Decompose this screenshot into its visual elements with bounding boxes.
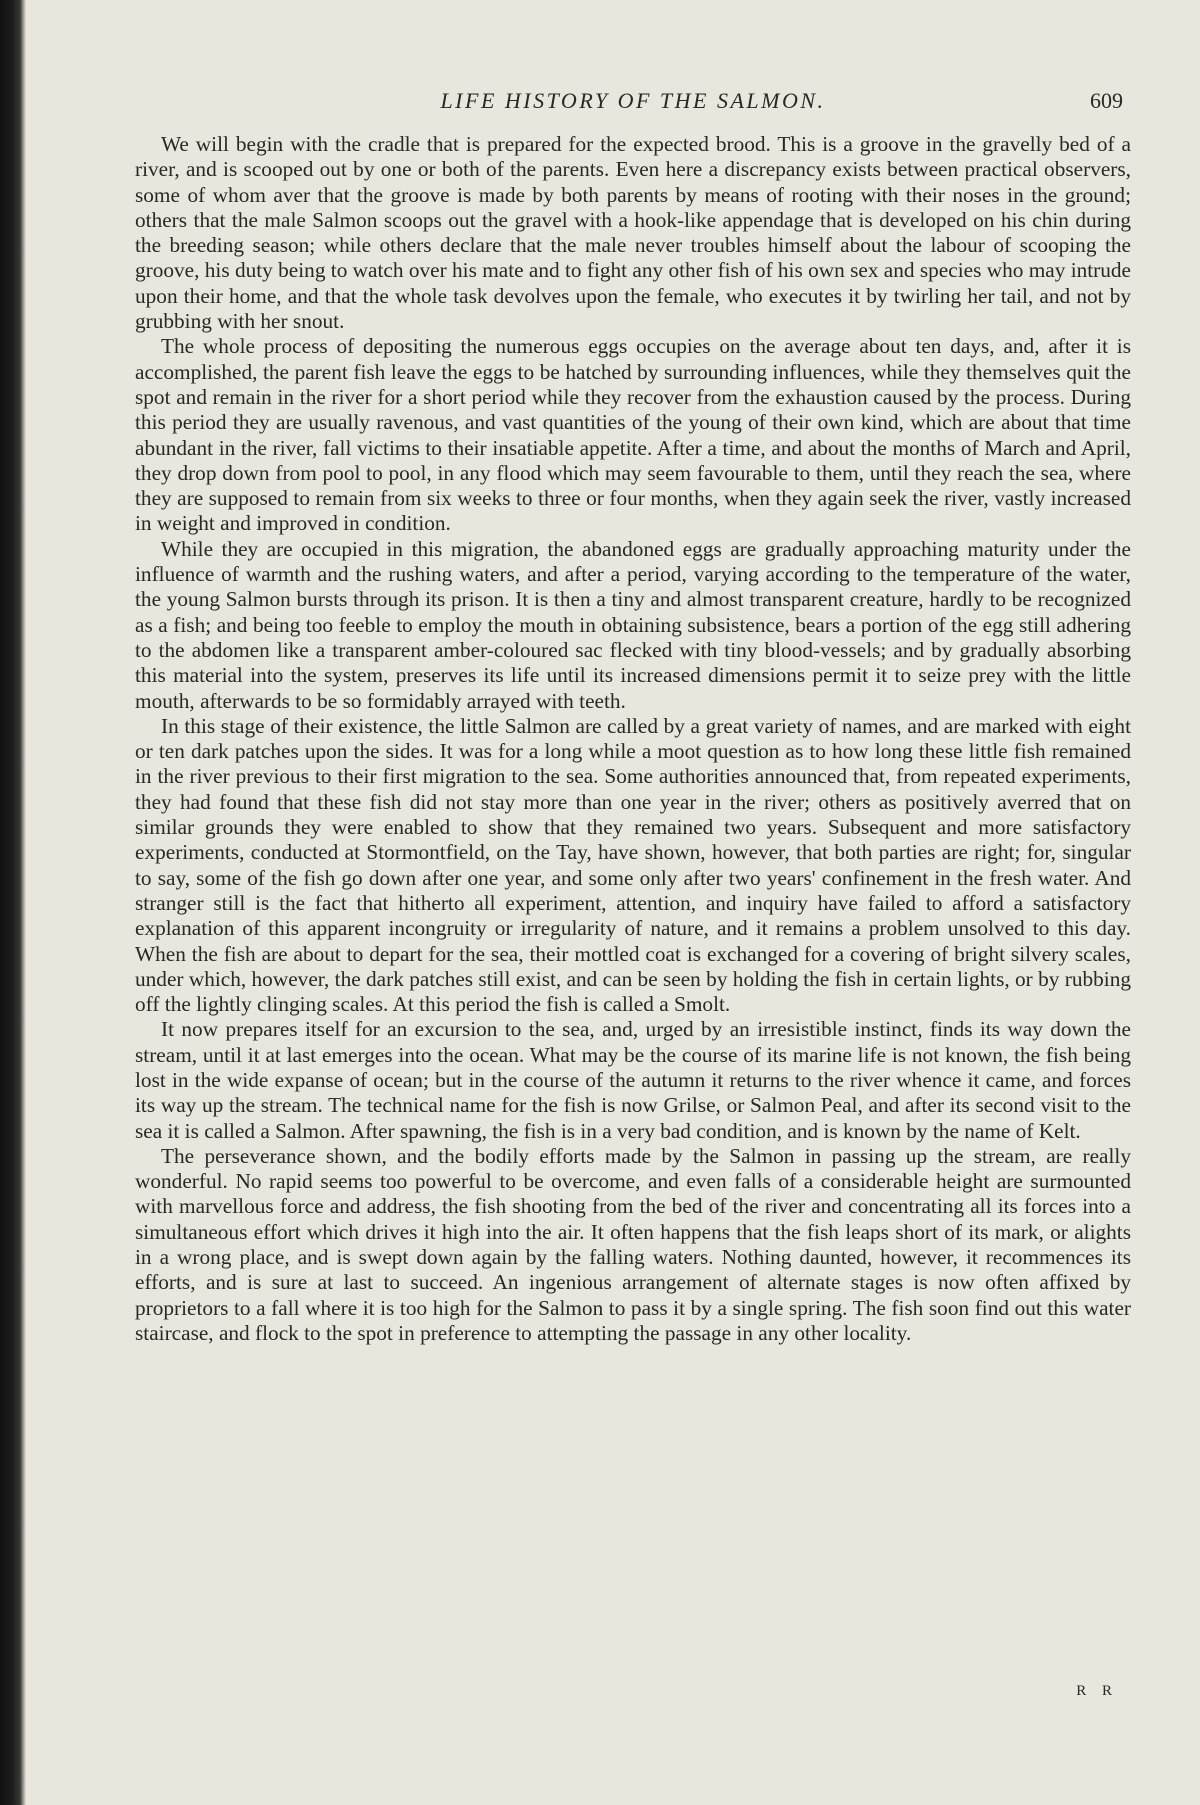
paragraph-smolt-stage: In this stage of their existence, the little Salmon are called by a great variety of names, and are marked with eight or ten dark patches upon the sides. It was for a long while a moot question as to how long these little fish remained in the river previous to their first migration to the sea. Some authorities announced that, from repeated experiments, they had found that these fish did not stay more than one year in the river; others as positively averred that on similar grounds they were enabled to show that they remained two years. Subsequent and more satisfactory experiments, conducted at Stormontfield, on the Tay, have shown, however, that both parties are right; for, singular to say, some of the fish go down after one year, and some only after two years' confinement in the fresh water. And stranger still is the fact that hitherto all experiment, attention, and inquiry have failed to afford a satisfactory explanation of this apparent incongruity or irregularity of nature, and it remains a problem unsolved to this day. When the fish are about to depart for the sea, their mottled coat is exchanged for a covering of bright silvery scales, under which, however, the dark patches still exist, and can be seen by holding the fish in certain lights, or by rubbing off the lightly clinging scales. At this period the fish is called a Smolt. xyxy=(135,713,1131,1017)
running-head: LIFE HISTORY OF THE SALMON. xyxy=(440,88,826,113)
paragraph-young-salmon: While they are occupied in this migration, the abandoned eggs are gradually approaching maturity under the influence of warmth and the rushing waters, and after a period, varying according to the temperature of the water, the young Salmon bursts through its prison. It is then a tiny and almost transparent creature, hardly to be recognized as a fish; and being too feeble to employ the mouth in obtaining subsistence, bears a portion of the egg still adhering to the abdomen like a transparent amber-coloured sac flecked with tiny blood-vessels; and by gradually absorbing this material into the system, preserves its life until its increased dimensions permit it to seize prey with the little mouth, afterwards to be so formidably arrayed with teeth. xyxy=(135,536,1131,713)
paragraph-leaping-falls: The perseverance shown, and the bodily efforts made by the Salmon in passing up the stream, are really wonderful. No rapid seems too powerful to be overcome, and even falls of a considerable height are surmounted with marvellous force and address, the fish shooting from the bed of the river and concentrating all its forces into a simultaneous effort which drives it high into the air. It often happens that the fish leaps short of its mark, or alights in a wrong place, and is swept down again by the falling waters. Nothing daunted, however, it recommences its efforts, and is sure at last to succeed. An ingenious arrangement of alternate stages is now often affixed by proprietors to a fall where it is too high for the Salmon to pass it by a single spring. The fish soon find out this water staircase, and flock to the spot in preference to attempting the passage in any other locality. xyxy=(135,1143,1131,1345)
signature-mark: R R xyxy=(1076,1683,1118,1699)
book-page xyxy=(135,80,1131,1800)
paragraph-depositing-eggs: The whole process of depositing the numerous eggs occupies on the average about ten days, and, after it is accomplished, the parent fish leave the eggs to be hatched by surrounding influences, while they themselves quit the spot and remain in the river for a short period while they recover from the exhaustion caused by the process. During this period they are usually ravenous, and vast quantities of the young of their own kind, which are about that time abundant in the river, fall victims to their insatiable appetite. After a time, and about the months of March and April, they drop down from pool to pool, in any flood which may seem favourable to them, until they reach the sea, where they are supposed to remain from six weeks to three or four months, when they again seek the river, vastly increased in weight and improved in condition. xyxy=(135,334,1131,536)
body-text xyxy=(135,132,1131,1346)
paragraph-brood-groove: We will begin with the cradle that is prepared for the expected brood. This is a groove in the gravelly bed of a river, and is scooped out by one or both of the parents. Even here a discrepancy exists between practical observers, some of whom aver that the groove is made by both parents by means of rooting with their noses in the ground; others that the male Salmon scoops out the gravel with a hook-like appendage that is developed on his chin during the breeding season; while others declare that the male never troubles himself about the labour of scooping the groove, his duty being to watch over his mate and to fight any other fish of his own sex and species who may intrude upon their home, and that the whole task devolves upon the female, who executes it by twirling her tail, and not by grubbing with her snout. xyxy=(135,132,1132,334)
page-number: 609 xyxy=(1090,88,1123,113)
scan-binding-edge xyxy=(0,0,26,1805)
paragraph-grilse-kelt: It now prepares itself for an excursion to the sea, and, urged by an irresistible instinct, finds its way down the stream, until it at last emerges into the ocean. What may be the course of its marine life is not known, the fish being lost in the wide expanse of ocean; but in the course of the autumn it returns to the river whence it came, and forces its way up the stream. The technical name for the fish is now Grilse, or Salmon Peal, and after its second visit to the sea it is called a Salmon. After spawning, the fish is in a very bad condition, and is known by the name of Kelt. xyxy=(135,1017,1131,1143)
page-header xyxy=(135,80,1131,120)
